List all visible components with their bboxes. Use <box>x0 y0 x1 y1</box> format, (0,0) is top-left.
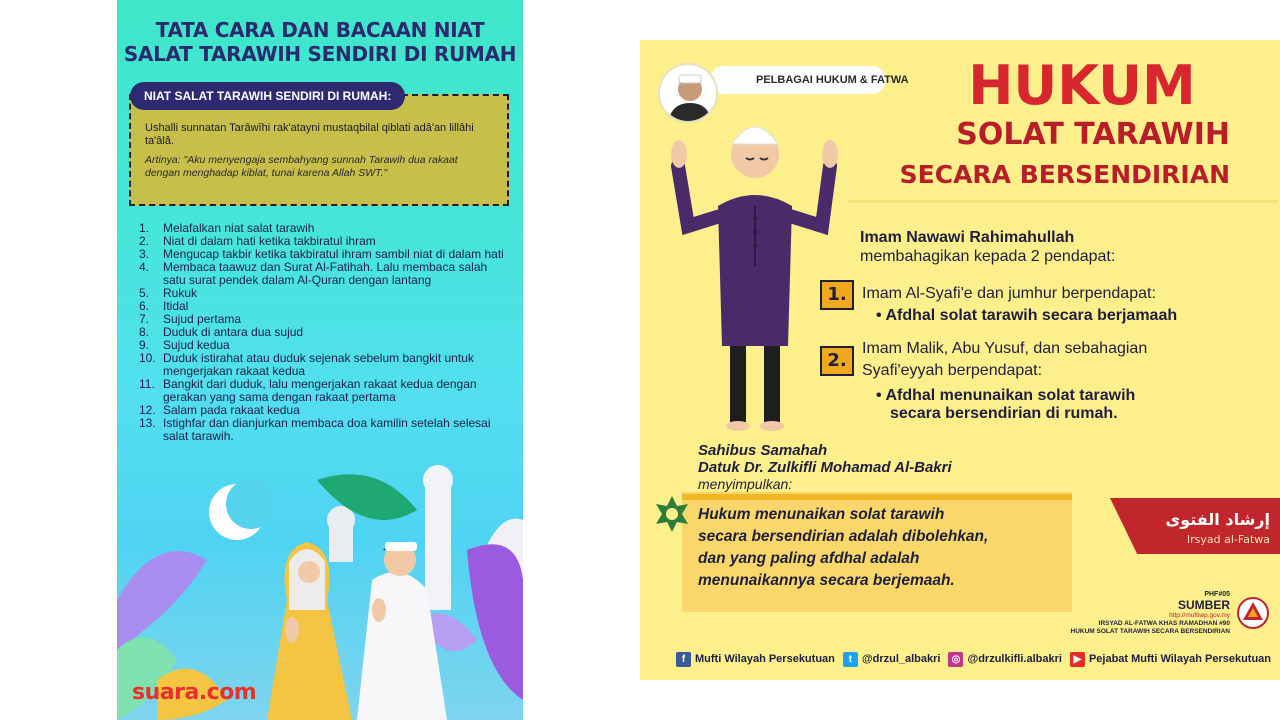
opinion-2-point-line-2: secara bersendirian di rumah. <box>890 405 1118 422</box>
conclusion-accent <box>682 494 1072 500</box>
list-item: 5. Rukuk <box>139 286 198 300</box>
praying-man-illustration <box>670 106 840 436</box>
irsyad-arabic-label: إرشاد الفتوى <box>1165 510 1270 529</box>
instagram-icon: ◎ <box>948 652 963 667</box>
suara-logo: suara.com <box>132 680 257 705</box>
star-icon <box>652 494 692 534</box>
poster-title-line-1: HUKUM <box>968 54 1196 117</box>
youtube-icon: ▶ <box>1070 652 1085 667</box>
left-poster-infographic <box>117 0 523 720</box>
opinion-1-text: Imam Al-Syafi'e dan jumhur berpendapat: <box>862 285 1156 302</box>
facebook-icon: f <box>676 652 691 667</box>
opinion-1-number: 1. <box>820 280 854 310</box>
title-line-2: SALAT TARAWIH SENDIRI DI RUMAH <box>123 42 517 66</box>
right-poster-infographic <box>640 40 1280 680</box>
list-item: 10. Duduk istirahat atau duduk sejenak sebelum bangkit untuk mengerjakan rakaat kedua <box>139 351 474 378</box>
list-item: 7. Sujud pertama <box>139 312 242 326</box>
list-item: 9. Sujud kedua <box>139 338 230 352</box>
conclusion-text: Hukum menunaikan solat tarawih secara bersendirian adalah dibolehkan, dan yang paling afdhal adalah menunaikannya secara berjemaah. <box>698 506 989 589</box>
list-item: 6. Itidal <box>139 299 189 313</box>
source-block: PHF#05 SUMBER http://muftiwp.gov.my IRSYAD AL-FATWA KHAS RAMADHAN #90 HUKUM SOLAT TARAWIH SECARA BERSENDIRIAN <box>1070 591 1230 635</box>
opinion-1-point: • Afdhal solat tarawih secara berjamaah <box>876 307 1178 324</box>
list-item: 1. Melafalkan niat salat tarawih <box>139 221 315 235</box>
title-line-1: TATA CARA DAN BACAAN NIAT <box>155 18 485 42</box>
niat-text: Ushalli sunnatan Tarâwîhi rak'atayni mustaqbilal qiblati adâ'an lillâhi ta'âlâ. <box>145 122 474 147</box>
category-label: PELBAGAI HUKUM & FATWA <box>710 66 886 94</box>
left-poster-title <box>117 18 523 66</box>
list-item: 4. Membaca taawuz dan Surat Al-Fatihah. Lalu membaca salah satu surat pendek dalam Al-Quran dengan lantang <box>139 260 488 287</box>
list-item: 2. Niat di dalam hati ketika takbiratul ihram <box>139 234 376 248</box>
poster-title-line-3: SECARA BERSENDIRIAN <box>899 160 1230 189</box>
mufti-seal-icon <box>1236 596 1270 630</box>
steps-list <box>139 222 509 443</box>
opinion-2-point-line-1: • Afdhal menunaikan solat tarawih <box>876 387 1136 404</box>
list-item: 13. Istighfar dan dianjurkan membaca doa kamilin setelah selesai salat tarawih. <box>139 416 491 443</box>
niat-meaning: Artinya: "Aku menyengaja sembahyang sunnah Tarawih dua rakaat dengan menghadap kiblat, tunai karena Allah SWT." <box>145 154 458 179</box>
opinion-2-text-line-1: Imam Malik, Abu Yusuf, dan sebahagian <box>862 340 1148 357</box>
author-name: Sahibus Samahah Datuk Dr. Zulkifli Mohamad Al-Bakri <box>698 442 952 476</box>
title-divider <box>848 200 1278 203</box>
poster-title-line-2: SOLAT TARAWIH <box>956 117 1230 152</box>
social-facebook[interactable]: f Mufti Wilayah Persekutuan <box>676 652 835 667</box>
social-youtube[interactable]: ▶ Pejabat Mufti Wilayah Persekutuan <box>1070 652 1271 667</box>
opinion-2-text-line-2: Syafi'eyyah berpendapat: <box>862 362 1043 379</box>
intro-text: Imam Nawawi Rahimahullah membahagikan kepada 2 pendapat: <box>860 229 1116 265</box>
list-item: 12. Salam pada rakaat kedua <box>139 403 300 417</box>
irsyad-latin-label: Irsyad al-Fatwa <box>1186 533 1270 546</box>
social-instagram[interactable]: ◎ @drzulkifli.albakri <box>948 652 1061 667</box>
social-links <box>676 651 1271 667</box>
list-item: 8. Duduk di antara dua sujud <box>139 325 304 339</box>
twitter-icon: t <box>843 652 858 667</box>
social-twitter[interactable]: t @drzul_albakri <box>843 652 941 667</box>
opinion-2-number: 2. <box>820 346 854 376</box>
list-item: 3. Mengucap takbir ketika takbiratul ihram sambil niat di dalam hati <box>139 247 504 261</box>
niat-box <box>129 94 509 206</box>
author-verb: menyimpulkan: <box>698 476 793 492</box>
list-item: 11. Bangkit dari duduk, lalu mengerjakan rakaat kedua dengan gerakan yang sama dengan rakaat pertama <box>139 377 477 404</box>
niat-heading: NIAT SALAT TARAWIH SENDIRI DI RUMAH: <box>130 82 405 110</box>
